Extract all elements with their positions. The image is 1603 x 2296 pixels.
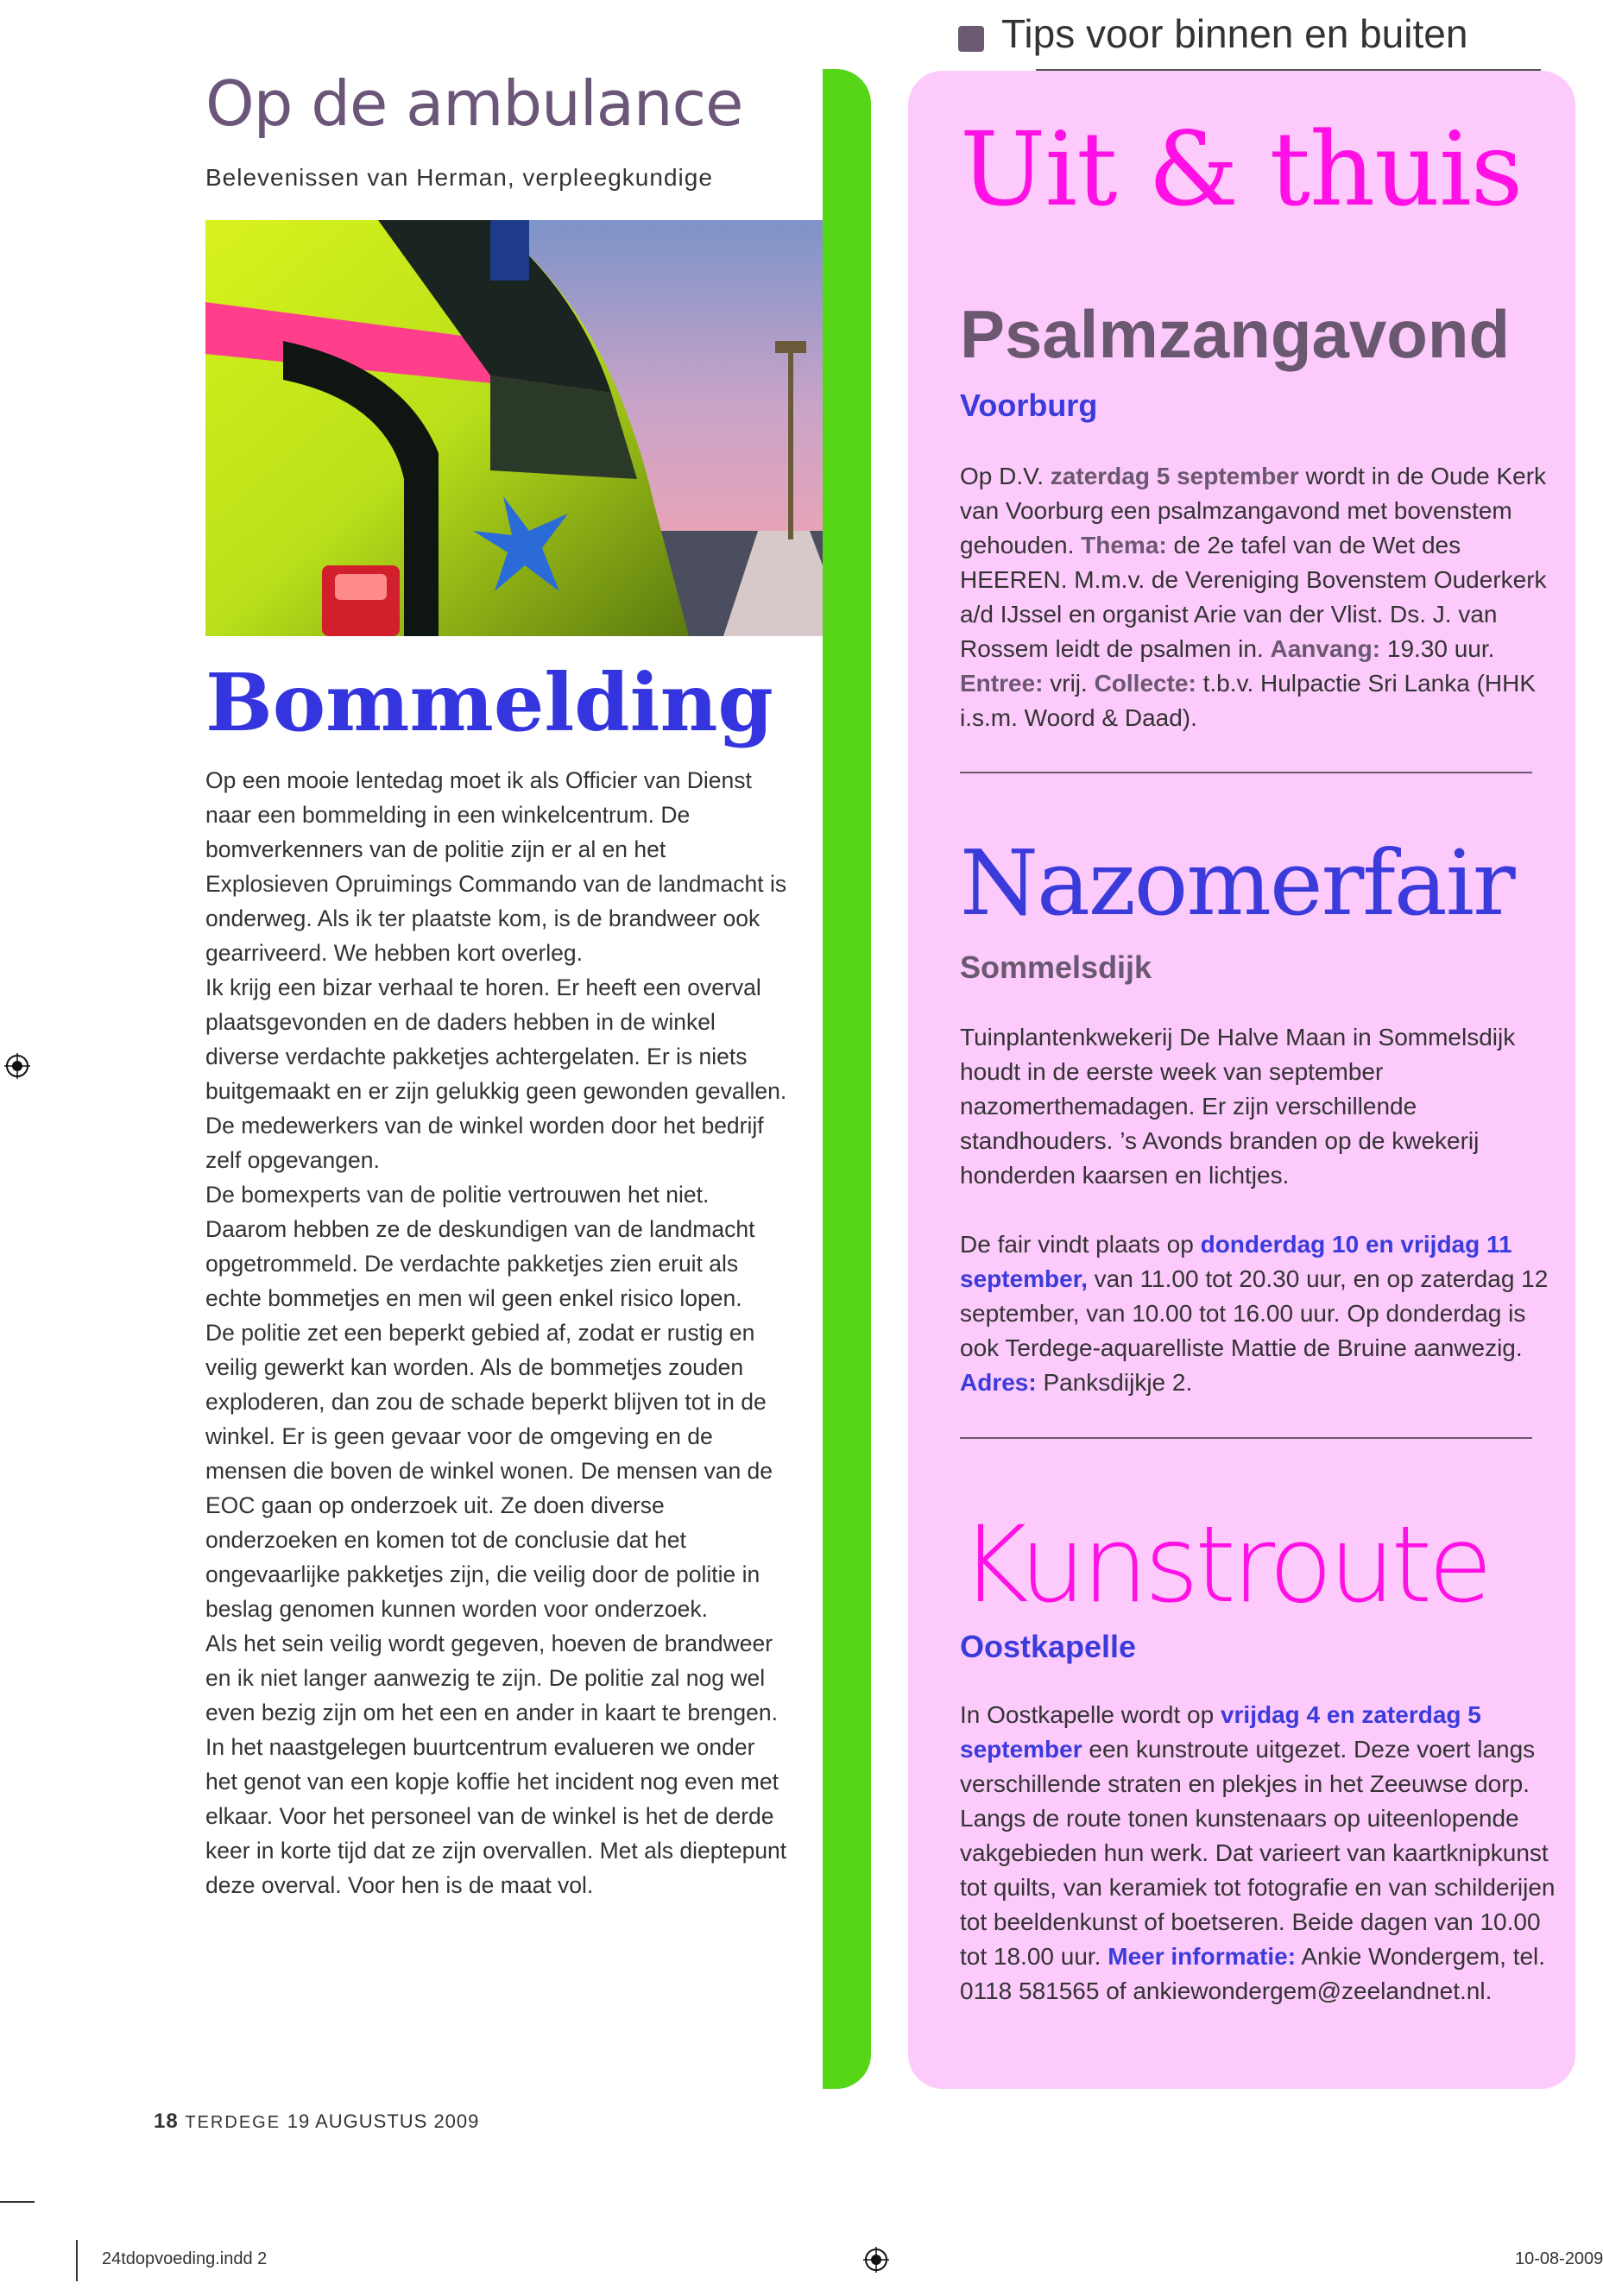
event-text: van 11.00 tot 20.30 uur, en op zaterdag 12 september, van 10.00 tot 16.00 uur. Op donderdag is ook Terdege-aquarelliste Mattie de Bruine aanwezig.: [960, 1265, 1549, 1361]
event-highlight: Entree:: [960, 670, 1044, 697]
article-paragraph: Op een mooie lentedag moet ik als Officier van Dienst naar een bommelding in een winkelcentrum. De bomverkenners van de politie zijn er al en het Explosieven Opruimings Commando van de landmacht is onderweg. Als ik ter plaatste kom, is de brandweer ook gearriveerd. We hebben kort overleg.: [205, 767, 787, 966]
event-place: Sommelsdijk: [960, 949, 1152, 985]
article-paragraph: De politie zet een beperkt gebied af, zodat er rustig en veilig gewerkt kan worden. Als de bommetjes zouden exploderen, dan zou de schade beperkt blijven tot in de winkel. Er is geen gevaar voor de omgeving en de mensen die boven de winkel wonen. De mensen van de EOC gaan op onderzoek uit. Ze doen diverse onderzoeken en komen tot de conclusie dat het ongevaarlijke pakketjes zijn, die veilig door de politie in beslag genomen kunnen worden voor onderzoek.: [205, 1320, 773, 1622]
column-subtitle: Belevenissen van Herman, verpleegkundige: [205, 164, 713, 191]
event-title: Kunstroute: [960, 1504, 1489, 1626]
registration-mark-icon: [4, 1053, 30, 1079]
issue-date: 19 AUGUSTUS 2009: [287, 2110, 480, 2132]
crop-mark: [0, 2201, 35, 2203]
event-text: Op D.V.: [960, 463, 1051, 489]
article-paragraph: Ik krijg een bizar verhaal te horen. Er heeft een overval plaatsgevonden en de daders hebben in de winkel diverse verdachte pakketjes achtergelaten. Er is niets buitgemaakt en er zijn gelukkig geen gewonden gevallen. De medewerkers van de winkel worden door het bedrijf zelf opgevangen.: [205, 975, 787, 1173]
article-paragraph: Als het sein veilig wordt gegeven, hoeven de brandweer en ik niet langer aanwezig te zijn. De politie zal nog wel even bezig zijn om het een en ander in kaart te brengen. In het naastgelegen buurtcentrum evalueren we onder het genot van een kopje koffie het incident nog even met elkaar. Voor het personeel van de winkel is het de derde keer in korte tijd dat ze zijn overvallen. Met als dieptepunt deze overval. Voor hen is de maat vol.: [205, 1631, 787, 1898]
page-number: 18: [154, 2110, 179, 2133]
event-highlight: Collecte:: [1094, 670, 1196, 697]
event-place: Voorburg: [960, 388, 1098, 423]
event-divider: [960, 1437, 1532, 1439]
slug-filename: 24tdopvoeding.indd 2: [102, 2249, 268, 2268]
event-highlight: Meer informatie:: [1108, 1943, 1297, 1970]
tips-panel: [908, 71, 1575, 2089]
event-text: Ankie Wondergem, tel. 0118 581565 of ankiewondergem@zeelandnet.nl.: [960, 1943, 1546, 2004]
column-title: Op de ambulance: [205, 67, 743, 140]
event-description: [960, 1698, 1556, 2009]
event-highlight: vrijdag 4 en zaterdag 5 september: [960, 1701, 1481, 1763]
event-text: 19.30 uur.: [1380, 635, 1495, 662]
event-text: Panksdijkje 2.: [1036, 1369, 1193, 1396]
event-text: t.b.v. Hulpactie Sri Lanka (HHK i.s.m. Woord & Daad).: [960, 670, 1537, 731]
event-highlight: Aanvang:: [1270, 635, 1381, 662]
article-paragraph: De bomexperts van de politie vertrouwen het niet. Daarom hebben ze de deskundigen van de landmacht opgetrommeld. De verdachte pakketjes zien eruit als echte bommetjes en men wil geen enkel risico lopen.: [205, 1182, 755, 1311]
section-label: Tips voor binnen en buiten: [1001, 11, 1468, 56]
green-accent-bar: [823, 69, 871, 2089]
event-paragraph: [960, 1227, 1556, 1400]
event-text: een kunstroute uitgezet. Deze voert langs verschillende straten en plekjes in het Zeeuwse dorp. Langs de route tonen kunstenaars op uiteenlopende vakgebieden hun werk. Dat varieert van kaartknipkunst tot quilts, van keramiek tot fotografie en van schilderijen tot beeldenkunst of boetseren. Beide dagen van 10.00 tot 18.00 uur.: [960, 1736, 1556, 1970]
event-description: [960, 459, 1556, 735]
event-text: wordt in de Oude Kerk van Voorburg een psalmzangavond met bovenstem gehouden.: [960, 463, 1547, 558]
panel-title: Uit & thuis: [960, 110, 1523, 229]
article-title: Bommelding: [205, 656, 773, 749]
ambulance-photo: [205, 220, 823, 636]
event-text: In Oostkapelle wordt op: [960, 1701, 1221, 1728]
event-highlight: donderdag 10 en vrijdag 11 september,: [960, 1231, 1512, 1292]
event-title: Nazomerfair: [960, 830, 1514, 936]
event-highlight: Adres:: [960, 1369, 1037, 1396]
event-description: [960, 1020, 1556, 1435]
event-text: de 2e tafel van de Wet des HEEREN. M.m.v. de Vereniging Bovenstem Ouderkerk a/d IJssel en organist Arie van der Vlist. Ds. J. van Rossem leidt de psalmen in.: [960, 532, 1547, 662]
publication-name: TERDEGE: [185, 2113, 281, 2132]
section-bullet-icon: [958, 26, 984, 52]
event-text: De fair vindt plaats op: [960, 1231, 1201, 1258]
crop-mark: [76, 2240, 78, 2281]
registration-mark-icon: [863, 2247, 889, 2273]
event-divider: [960, 772, 1532, 773]
page-folio: [154, 2110, 479, 2134]
event-highlight: zaterdag 5 september: [1050, 463, 1299, 489]
slug-date: 10-08-2009: [1515, 2249, 1603, 2268]
article-body: [205, 763, 792, 1902]
event-highlight: Thema:: [1081, 532, 1167, 558]
event-text: Tuinplantenkwekerij De Halve Maan in Sommelsdijk houdt in de eerste week van september nazomerthemadagen. Er zijn verschillende standhouders. ’s Avonds branden op de kwekerij honderden kaarsen en lichtjes.: [960, 1024, 1516, 1189]
event-place: Oostkapelle: [960, 1629, 1137, 1664]
event-text: vrij.: [1043, 670, 1095, 697]
event-title: Psalmzangavond: [960, 296, 1511, 372]
